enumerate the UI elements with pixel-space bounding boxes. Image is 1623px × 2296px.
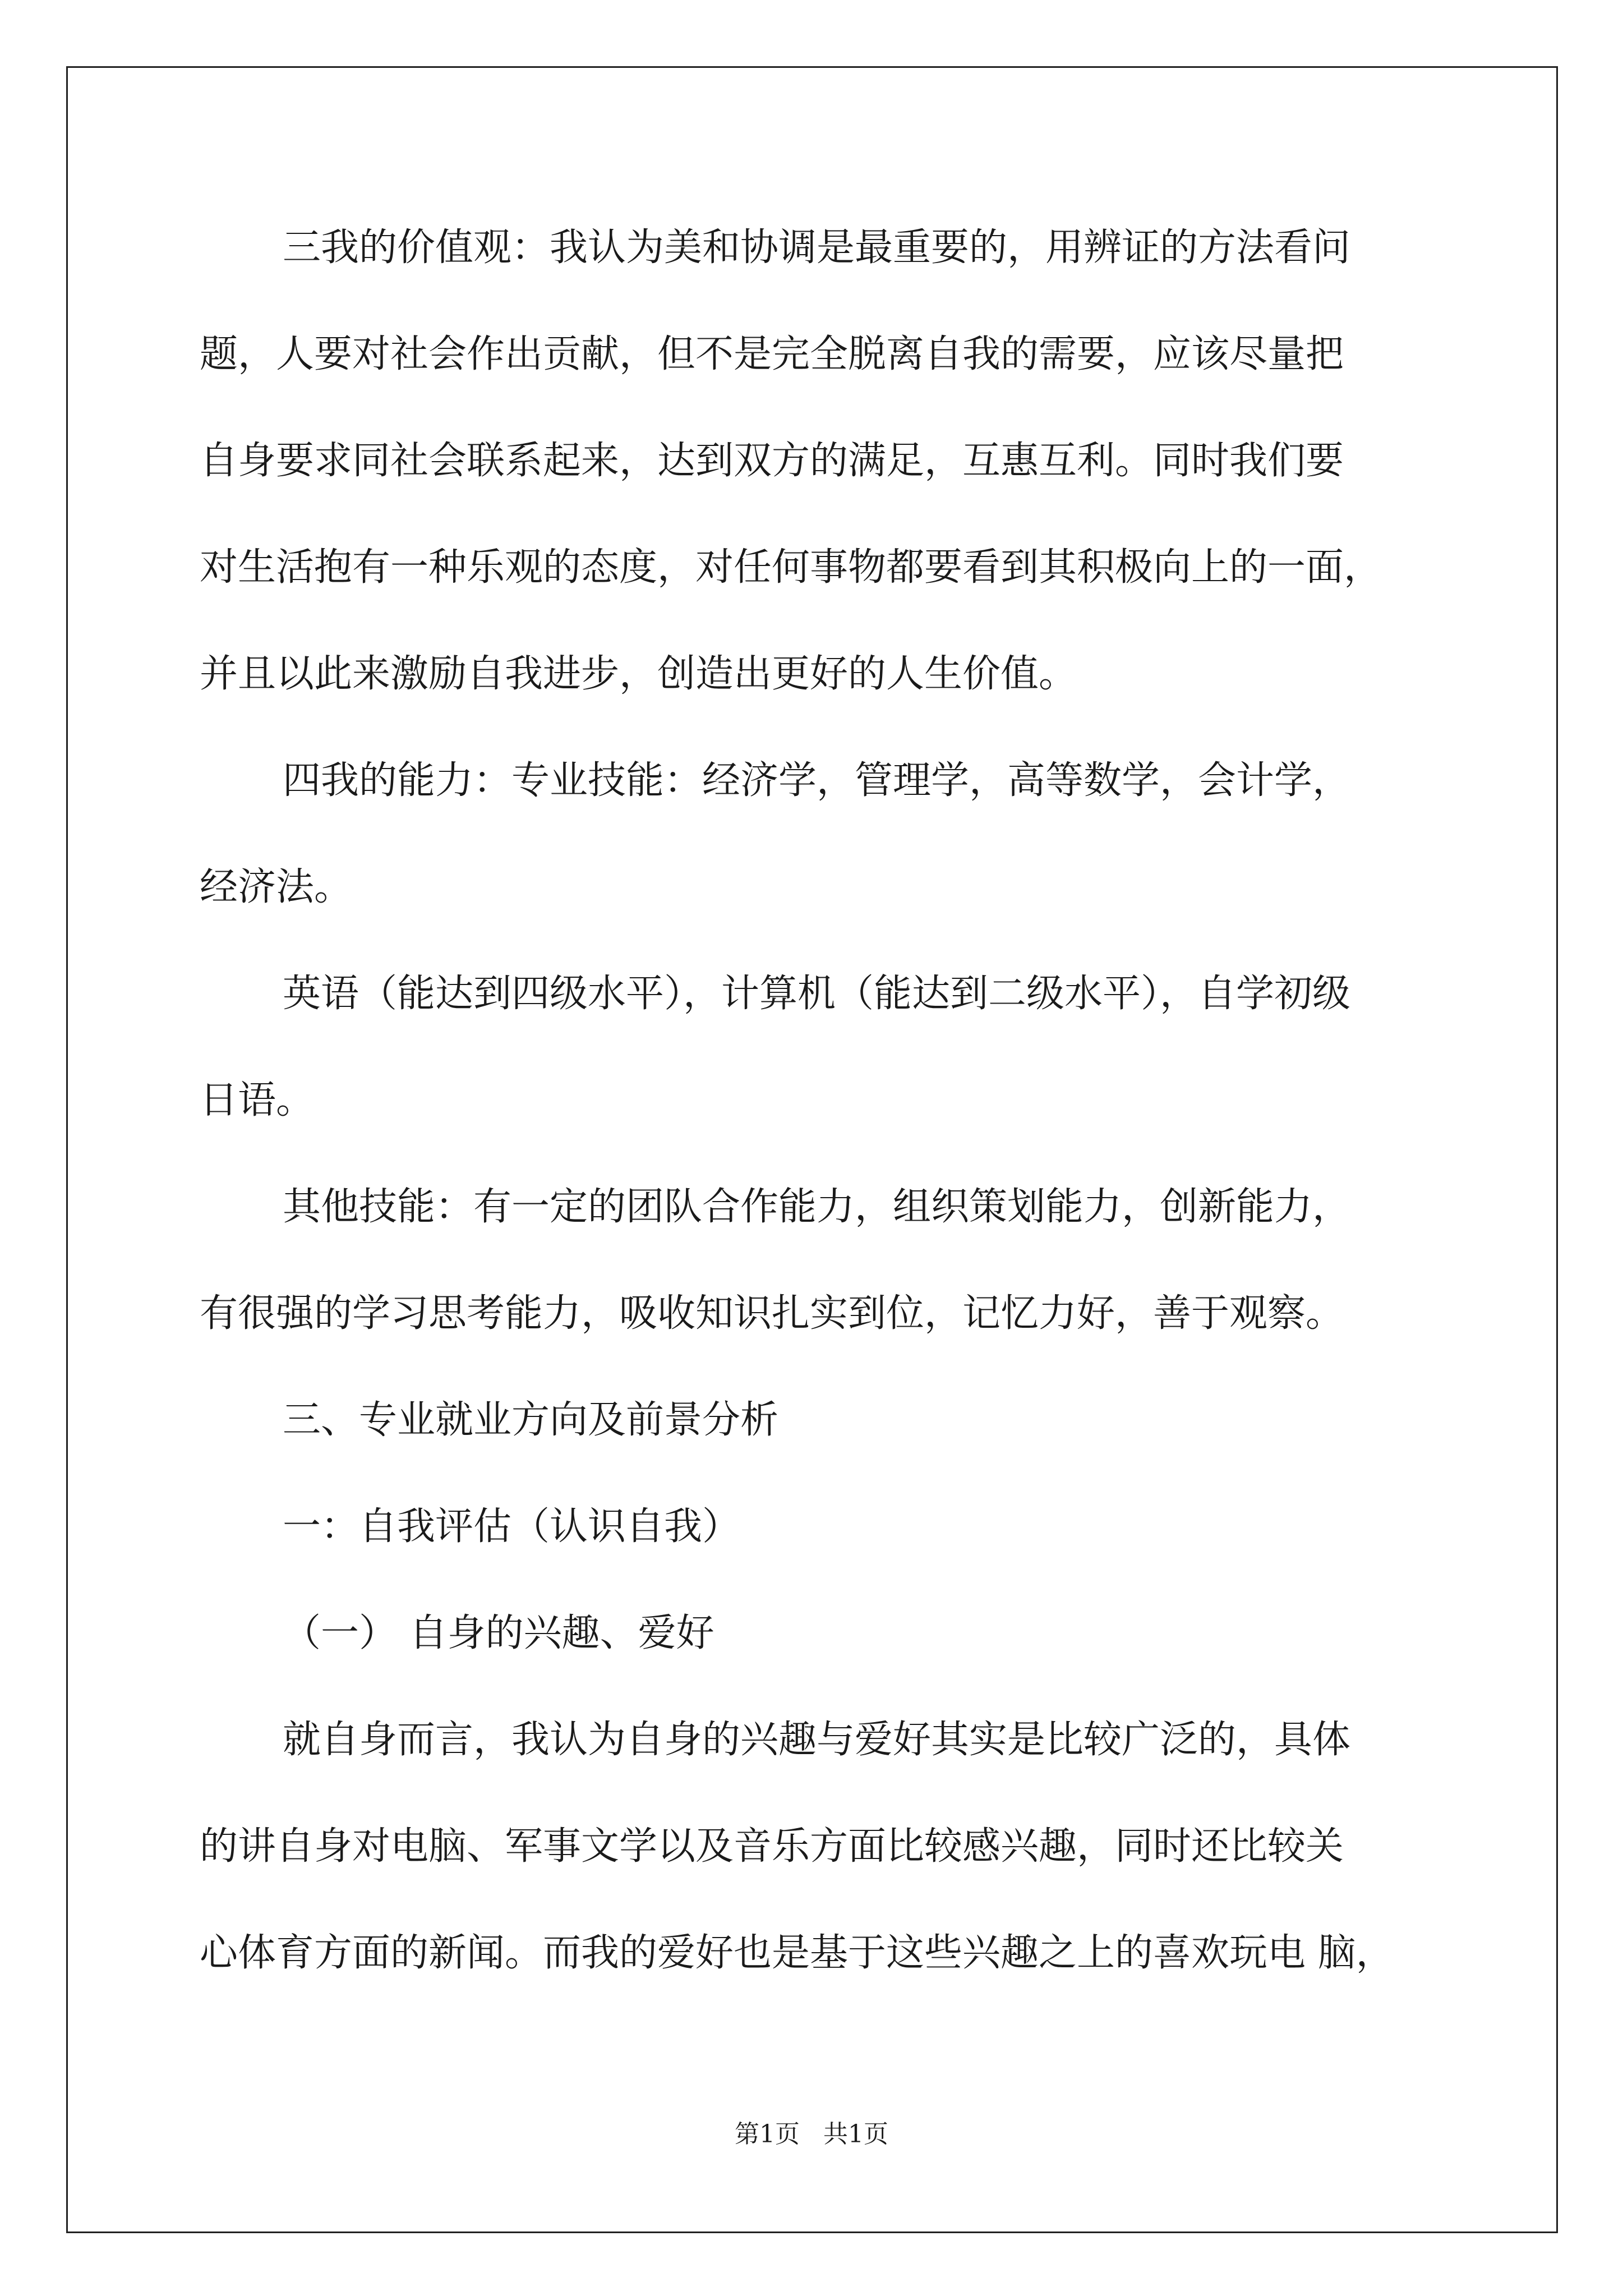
text-line: 经济法。 (200, 865, 353, 909)
text-line: 对生活抱有一种乐观的态度，对任何事物都要看到其积极向上的一面， (200, 545, 1382, 590)
page-border (66, 66, 1558, 2233)
text-line: 其他技能：有一定的团队合作能力，组织策划能力，创新能力， (283, 1185, 1351, 1229)
text-line: 有很强的学习思考能力，吸收知识扎实到位，记忆力好，善于观察。 (200, 1291, 1344, 1336)
text-line: 就自身而言，我认为自身的兴趣与爱好其实是比较广泛的，具体 (283, 1718, 1351, 1762)
text-line: 的讲自身对电脑、军事文学以及音乐方面比较感兴趣，同时还比较关 (200, 1824, 1344, 1869)
text-line: 四我的能力：专业技能：经济学，管理学，高等数学，会计学， (283, 758, 1351, 803)
section-heading: 三、专业就业方向及前景分析 (283, 1398, 779, 1442)
text-line: 日语。 (200, 1078, 315, 1122)
text-line: 英语（能达到四级水平），计算机（能达到二级水平），自学初级 (283, 972, 1351, 1016)
text-line: 题，人要对社会作出贡献，但不是完全脱离自我的需要，应该尽量把 (200, 332, 1344, 376)
text-line: 心体育方面的新闻。而我的爱好也是基于这些兴趣之上的喜欢玩电 脑， (200, 1931, 1394, 1975)
text-line: 三我的价值观：我认为美和协调是最重要的，用辨证的方法看问 (283, 226, 1351, 270)
section-heading: 一：自我评估（认识自我） (283, 1504, 741, 1549)
text-line: 并且以此来激励自我进步，创造出更好的人生价值。 (200, 652, 1077, 696)
page-number-footer: 第1页 共1页 (735, 2120, 888, 2148)
subsection-heading: （一） 自身的兴趣、爱好 (283, 1611, 714, 1655)
text-line: 自身要求同社会联系起来，达到双方的满足，互惠互利。同时我们要 (200, 439, 1344, 483)
